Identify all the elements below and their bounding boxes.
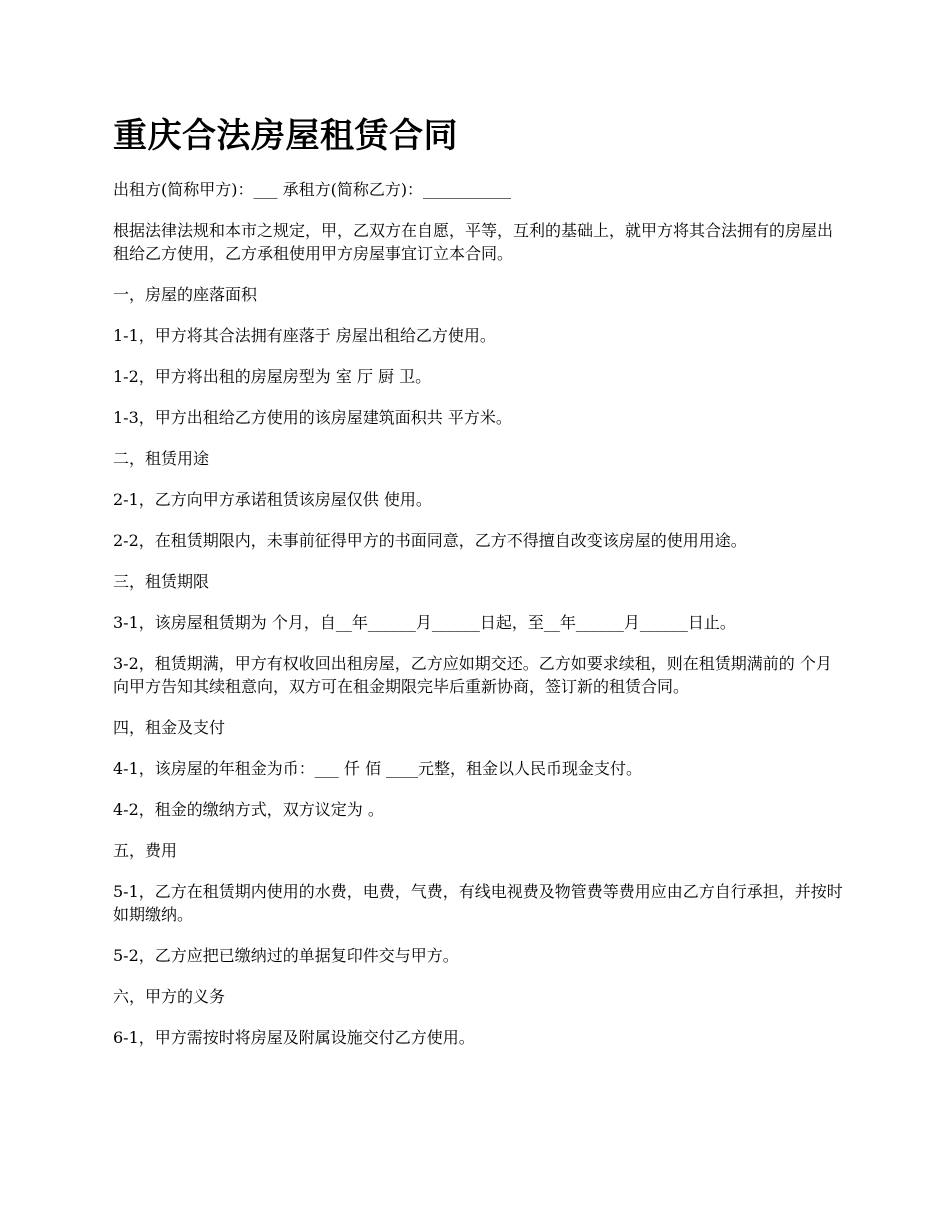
document-title: 重庆合法房屋租赁合同 <box>113 116 458 156</box>
clause-5-2: 5-2，乙方应把已缴纳过的单据复印件交与甲方。 <box>113 946 459 965</box>
clause-3-1: 3-1，该房屋租赁期为 个月，自__年______月______日起，至__年______月______日止。 <box>113 613 736 632</box>
document-page <box>113 112 843 1067</box>
clause-5-1: 5-1，乙方在租赁期内使用的水费，电费，气费，有线电视费及物管费等费用应由乙方自行承担，并按时如期缴纳。 <box>113 882 843 924</box>
clause-1-2: 1-2，甲方将出租的房屋房型为 室 厅 厨 卫。 <box>113 367 432 386</box>
clause-6-1: 6-1，甲方需按时将房屋及附属设施交付乙方使用。 <box>113 1028 475 1047</box>
section-heading-4: 四，租金及支付 <box>113 718 226 737</box>
section-heading-2: 二，租赁用途 <box>113 449 210 468</box>
section-heading-1: 一，房屋的座落面积 <box>113 285 258 304</box>
clause-1-3: 1-3，甲方出租给乙方使用的该房屋建筑面积共 平方米。 <box>113 408 512 427</box>
clause-4-1: 4-1，该房屋的年租金为币：___ 仟 佰 ____元整，租金以人民币现金支付。 <box>113 759 643 778</box>
parties-line: 出租方(简称甲方)：___ 承租方(简称乙方)：___________ <box>113 180 512 199</box>
section-heading-5: 五，费用 <box>113 841 178 860</box>
section-heading-6: 六，甲方的义务 <box>113 987 226 1006</box>
clause-2-2: 2-2，在租赁期限内，未事前征得甲方的书面同意，乙方不得擅自改变该房屋的使用用途。 <box>113 531 747 550</box>
clause-1-1: 1-1，甲方将其合法拥有座落于 房屋出租给乙方使用。 <box>113 326 496 345</box>
preamble-paragraph: 根据法律法规和本市之规定，甲，乙双方在自愿，平等，互利的基础上，就甲方将其合法拥有的房屋出租给乙方使用，乙方承租使用甲方房屋事宜订立本合同。 <box>113 221 834 263</box>
clause-4-2: 4-2，租金的缴纳方式，双方议定为 。 <box>113 800 384 819</box>
clause-2-1: 2-1，乙方向甲方承诺租赁该房屋仅供 使用。 <box>113 490 432 509</box>
clause-3-2: 3-2，租赁期满，甲方有权收回出租房屋，乙方应如期交还。乙方如要求续租，则在租赁期满前的 个月向甲方告知其续租意向，双方可在租金期限完毕后重新协商，签订新的租赁合同。 <box>113 654 832 696</box>
section-heading-3: 三，租赁期限 <box>113 572 210 591</box>
